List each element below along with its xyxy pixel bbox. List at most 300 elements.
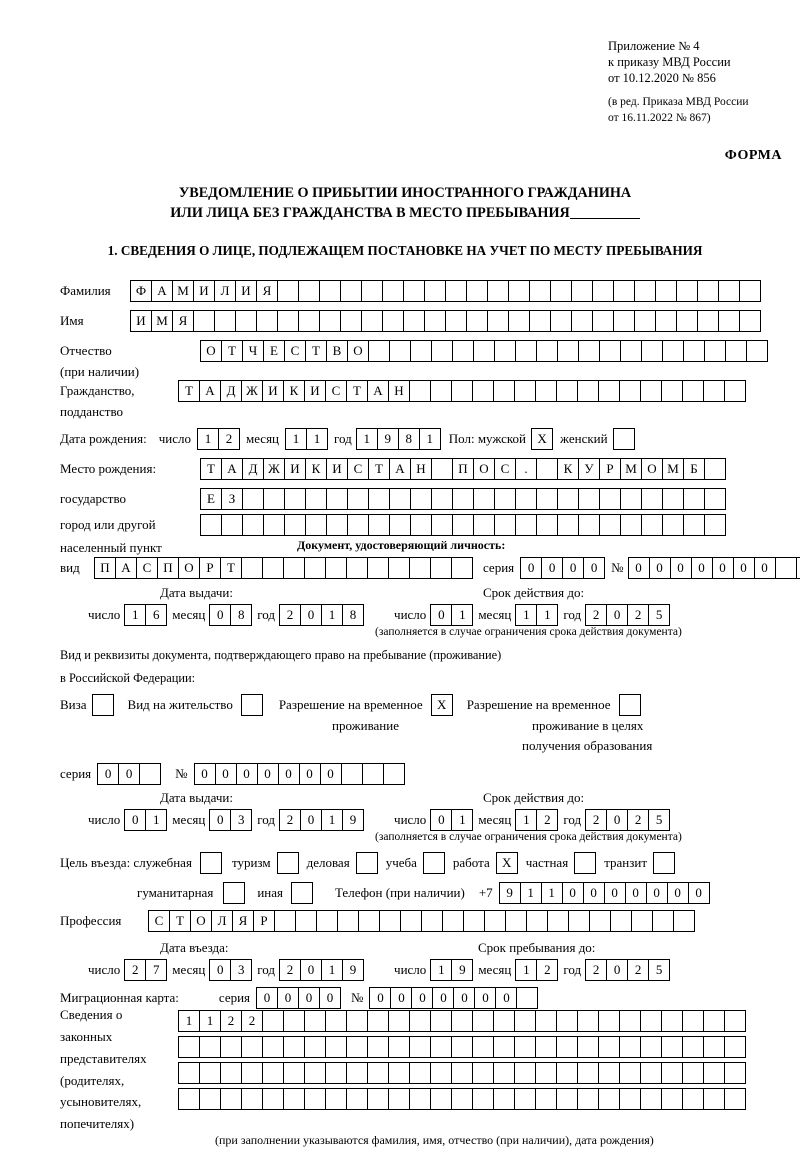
char-cell[interactable] xyxy=(409,1062,431,1084)
char-cell[interactable] xyxy=(634,280,656,302)
char-cell[interactable] xyxy=(346,1010,368,1032)
char-cell[interactable] xyxy=(325,1062,347,1084)
birth-day-input[interactable] xyxy=(197,428,240,450)
char-cell[interactable] xyxy=(304,1088,326,1110)
char-cell[interactable]: 9 xyxy=(342,809,364,831)
char-cell[interactable] xyxy=(241,694,263,716)
char-cell[interactable] xyxy=(214,310,236,332)
char-cell[interactable]: 7 xyxy=(145,959,167,981)
char-cell[interactable] xyxy=(718,280,740,302)
char-cell[interactable]: 0 xyxy=(320,763,342,785)
char-cell[interactable] xyxy=(193,310,215,332)
char-cell[interactable]: Т xyxy=(200,458,222,480)
char-cell[interactable]: 1 xyxy=(178,1010,200,1032)
char-cell[interactable] xyxy=(676,310,698,332)
char-cell[interactable]: 0 xyxy=(236,763,258,785)
char-cell[interactable] xyxy=(724,1010,746,1032)
char-cell[interactable] xyxy=(577,1062,599,1084)
birthplace-input-row3[interactable] xyxy=(200,514,726,536)
char-cell[interactable] xyxy=(697,280,719,302)
char-cell[interactable]: 0 xyxy=(299,763,321,785)
char-cell[interactable]: 0 xyxy=(667,882,689,904)
residence-checkbox[interactable] xyxy=(241,694,263,716)
char-cell[interactable] xyxy=(304,1010,326,1032)
doc-valid-month-input[interactable] xyxy=(515,604,558,626)
char-cell[interactable] xyxy=(256,310,278,332)
name-input[interactable] xyxy=(130,310,761,332)
char-cell[interactable] xyxy=(535,1088,557,1110)
char-cell[interactable]: 0 xyxy=(562,557,584,579)
char-cell[interactable] xyxy=(725,340,747,362)
char-cell[interactable] xyxy=(346,1036,368,1058)
char-cell[interactable] xyxy=(319,280,341,302)
char-cell[interactable] xyxy=(683,514,705,536)
char-cell[interactable]: И xyxy=(304,380,326,402)
char-cell[interactable]: 0 xyxy=(209,809,231,831)
char-cell[interactable]: 1 xyxy=(145,809,167,831)
char-cell[interactable]: X xyxy=(431,694,453,716)
char-cell[interactable] xyxy=(556,1010,578,1032)
char-cell[interactable] xyxy=(514,1036,536,1058)
char-cell[interactable] xyxy=(325,1036,347,1058)
char-cell[interactable] xyxy=(367,1010,389,1032)
char-cell[interactable]: 0 xyxy=(628,557,650,579)
legal-rep-input-1[interactable] xyxy=(178,1010,746,1032)
char-cell[interactable]: 2 xyxy=(585,604,607,626)
char-cell[interactable]: Р xyxy=(599,458,621,480)
char-cell[interactable] xyxy=(493,1036,515,1058)
char-cell[interactable] xyxy=(682,1088,704,1110)
char-cell[interactable]: 0 xyxy=(278,763,300,785)
stay-series-input[interactable] xyxy=(97,763,161,785)
char-cell[interactable] xyxy=(473,488,495,510)
legal-rep-input-4[interactable] xyxy=(178,1088,746,1110)
char-cell[interactable]: 0 xyxy=(430,809,452,831)
char-cell[interactable] xyxy=(505,910,527,932)
char-cell[interactable] xyxy=(494,488,516,510)
char-cell[interactable] xyxy=(430,1010,452,1032)
char-cell[interactable] xyxy=(508,310,530,332)
char-cell[interactable] xyxy=(199,1036,221,1058)
char-cell[interactable] xyxy=(221,514,243,536)
char-cell[interactable] xyxy=(452,514,474,536)
char-cell[interactable] xyxy=(235,310,257,332)
char-cell[interactable] xyxy=(283,1088,305,1110)
char-cell[interactable]: С xyxy=(494,458,516,480)
char-cell[interactable]: Ч xyxy=(242,340,264,362)
char-cell[interactable] xyxy=(262,557,284,579)
char-cell[interactable] xyxy=(423,852,445,874)
char-cell[interactable] xyxy=(493,1088,515,1110)
char-cell[interactable] xyxy=(592,310,614,332)
char-cell[interactable]: И xyxy=(130,310,152,332)
char-cell[interactable] xyxy=(178,1062,200,1084)
char-cell[interactable] xyxy=(430,557,452,579)
char-cell[interactable]: А xyxy=(115,557,137,579)
visa-checkbox[interactable] xyxy=(92,694,114,716)
char-cell[interactable] xyxy=(451,380,473,402)
stayuntil-year-input[interactable] xyxy=(585,959,670,981)
char-cell[interactable]: 0 xyxy=(541,557,563,579)
char-cell[interactable] xyxy=(529,310,551,332)
char-cell[interactable] xyxy=(472,380,494,402)
char-cell[interactable]: Р xyxy=(253,910,275,932)
char-cell[interactable] xyxy=(283,1036,305,1058)
char-cell[interactable] xyxy=(445,280,467,302)
char-cell[interactable] xyxy=(263,488,285,510)
char-cell[interactable] xyxy=(242,488,264,510)
char-cell[interactable] xyxy=(535,1010,557,1032)
char-cell[interactable] xyxy=(403,310,425,332)
char-cell[interactable]: З xyxy=(221,488,243,510)
char-cell[interactable]: 9 xyxy=(342,959,364,981)
char-cell[interactable]: 0 xyxy=(604,882,626,904)
char-cell[interactable] xyxy=(620,488,642,510)
char-cell[interactable] xyxy=(484,910,506,932)
char-cell[interactable]: 0 xyxy=(688,882,710,904)
char-cell[interactable]: 0 xyxy=(118,763,140,785)
char-cell[interactable] xyxy=(515,340,537,362)
char-cell[interactable] xyxy=(298,280,320,302)
char-cell[interactable] xyxy=(283,1062,305,1084)
profession-input[interactable] xyxy=(148,910,695,932)
char-cell[interactable]: О xyxy=(178,557,200,579)
char-cell[interactable]: 0 xyxy=(194,763,216,785)
char-cell[interactable] xyxy=(487,310,509,332)
sex-female-checkbox[interactable] xyxy=(613,428,635,450)
char-cell[interactable] xyxy=(389,488,411,510)
legal-rep-input-2[interactable] xyxy=(178,1036,746,1058)
char-cell[interactable]: 1 xyxy=(199,1010,221,1032)
char-cell[interactable] xyxy=(598,1010,620,1032)
stay-number-input[interactable] xyxy=(194,763,405,785)
char-cell[interactable]: И xyxy=(326,458,348,480)
char-cell[interactable] xyxy=(682,380,704,402)
char-cell[interactable] xyxy=(682,1036,704,1058)
doc-issue-month-input[interactable] xyxy=(209,604,252,626)
char-cell[interactable] xyxy=(557,488,579,510)
char-cell[interactable] xyxy=(640,1088,662,1110)
char-cell[interactable] xyxy=(494,340,516,362)
char-cell[interactable]: 1 xyxy=(541,882,563,904)
char-cell[interactable] xyxy=(493,380,515,402)
char-cell[interactable] xyxy=(556,1088,578,1110)
birth-month-input[interactable] xyxy=(285,428,328,450)
char-cell[interactable]: 1 xyxy=(321,959,343,981)
char-cell[interactable] xyxy=(367,1062,389,1084)
char-cell[interactable]: 0 xyxy=(430,604,452,626)
char-cell[interactable] xyxy=(358,910,380,932)
char-cell[interactable] xyxy=(535,380,557,402)
stay-issue-day-input[interactable] xyxy=(124,809,167,831)
char-cell[interactable] xyxy=(598,1062,620,1084)
char-cell[interactable]: 0 xyxy=(691,557,713,579)
stay-valid-day-input[interactable] xyxy=(430,809,473,831)
char-cell[interactable] xyxy=(683,340,705,362)
char-cell[interactable] xyxy=(653,852,675,874)
char-cell[interactable]: Я xyxy=(172,310,194,332)
char-cell[interactable] xyxy=(424,310,446,332)
char-cell[interactable]: 9 xyxy=(377,428,399,450)
purpose-service-checkbox[interactable] xyxy=(200,852,222,874)
char-cell[interactable]: Д xyxy=(242,458,264,480)
stayuntil-day-input[interactable] xyxy=(430,959,473,981)
char-cell[interactable] xyxy=(634,310,656,332)
char-cell[interactable]: М xyxy=(620,458,642,480)
birth-year-input[interactable] xyxy=(356,428,441,450)
char-cell[interactable]: М xyxy=(662,458,684,480)
char-cell[interactable] xyxy=(536,458,558,480)
char-cell[interactable]: Ж xyxy=(241,380,263,402)
char-cell[interactable] xyxy=(508,280,530,302)
char-cell[interactable]: 0 xyxy=(390,987,412,1009)
char-cell[interactable]: 0 xyxy=(215,763,237,785)
char-cell[interactable]: 5 xyxy=(648,604,670,626)
char-cell[interactable] xyxy=(305,514,327,536)
char-cell[interactable]: 0 xyxy=(733,557,755,579)
char-cell[interactable] xyxy=(739,280,761,302)
char-cell[interactable] xyxy=(304,557,326,579)
char-cell[interactable] xyxy=(283,557,305,579)
char-cell[interactable] xyxy=(326,488,348,510)
char-cell[interactable] xyxy=(388,1010,410,1032)
char-cell[interactable]: 2 xyxy=(220,1010,242,1032)
char-cell[interactable] xyxy=(262,1010,284,1032)
char-cell[interactable] xyxy=(619,694,641,716)
stay-valid-year-input[interactable] xyxy=(585,809,670,831)
char-cell[interactable] xyxy=(661,1036,683,1058)
purpose-transit-checkbox[interactable] xyxy=(653,852,675,874)
char-cell[interactable] xyxy=(277,280,299,302)
char-cell[interactable] xyxy=(451,1036,473,1058)
char-cell[interactable]: 0 xyxy=(649,557,671,579)
char-cell[interactable] xyxy=(557,340,579,362)
char-cell[interactable] xyxy=(514,380,536,402)
char-cell[interactable] xyxy=(304,1062,326,1084)
char-cell[interactable] xyxy=(641,340,663,362)
char-cell[interactable] xyxy=(178,1036,200,1058)
char-cell[interactable]: Д xyxy=(220,380,242,402)
char-cell[interactable] xyxy=(661,380,683,402)
char-cell[interactable] xyxy=(661,1062,683,1084)
char-cell[interactable] xyxy=(241,1062,263,1084)
char-cell[interactable] xyxy=(697,310,719,332)
char-cell[interactable]: 0 xyxy=(300,809,322,831)
char-cell[interactable]: 0 xyxy=(209,604,231,626)
char-cell[interactable]: С xyxy=(284,340,306,362)
char-cell[interactable]: Н xyxy=(388,380,410,402)
char-cell[interactable] xyxy=(577,380,599,402)
char-cell[interactable] xyxy=(347,488,369,510)
char-cell[interactable] xyxy=(262,1088,284,1110)
char-cell[interactable] xyxy=(493,1010,515,1032)
char-cell[interactable] xyxy=(599,514,621,536)
char-cell[interactable] xyxy=(661,1088,683,1110)
char-cell[interactable] xyxy=(200,514,222,536)
char-cell[interactable] xyxy=(431,488,453,510)
char-cell[interactable] xyxy=(556,380,578,402)
char-cell[interactable] xyxy=(424,280,446,302)
char-cell[interactable] xyxy=(724,380,746,402)
char-cell[interactable]: А xyxy=(151,280,173,302)
char-cell[interactable]: У xyxy=(578,458,600,480)
char-cell[interactable]: 1 xyxy=(285,428,307,450)
doc-number-input[interactable] xyxy=(628,557,800,579)
char-cell[interactable]: 2 xyxy=(241,1010,263,1032)
purpose-work-checkbox[interactable] xyxy=(496,852,518,874)
legal-rep-input-3[interactable] xyxy=(178,1062,746,1084)
char-cell[interactable] xyxy=(466,280,488,302)
char-cell[interactable] xyxy=(340,310,362,332)
birthplace-input-row1[interactable] xyxy=(200,458,726,480)
char-cell[interactable]: Я xyxy=(232,910,254,932)
char-cell[interactable] xyxy=(652,910,674,932)
stayuntil-month-input[interactable] xyxy=(515,959,558,981)
char-cell[interactable]: 0 xyxy=(520,557,542,579)
char-cell[interactable]: Л xyxy=(214,280,236,302)
char-cell[interactable] xyxy=(620,340,642,362)
char-cell[interactable] xyxy=(400,910,422,932)
char-cell[interactable] xyxy=(92,694,114,716)
char-cell[interactable] xyxy=(295,910,317,932)
char-cell[interactable] xyxy=(662,340,684,362)
char-cell[interactable]: О xyxy=(347,340,369,362)
char-cell[interactable] xyxy=(704,458,726,480)
char-cell[interactable] xyxy=(619,1036,641,1058)
char-cell[interactable]: 5 xyxy=(648,959,670,981)
char-cell[interactable]: 1 xyxy=(419,428,441,450)
char-cell[interactable] xyxy=(431,340,453,362)
char-cell[interactable] xyxy=(341,763,363,785)
char-cell[interactable] xyxy=(682,1062,704,1084)
char-cell[interactable] xyxy=(347,514,369,536)
char-cell[interactable] xyxy=(284,514,306,536)
doc-issue-day-input[interactable] xyxy=(124,604,167,626)
char-cell[interactable]: О xyxy=(190,910,212,932)
char-cell[interactable] xyxy=(683,488,705,510)
char-cell[interactable]: 1 xyxy=(356,428,378,450)
char-cell[interactable] xyxy=(389,514,411,536)
char-cell[interactable]: А xyxy=(221,458,243,480)
char-cell[interactable] xyxy=(640,1010,662,1032)
stay-valid-month-input[interactable] xyxy=(515,809,558,831)
char-cell[interactable]: 2 xyxy=(627,809,649,831)
char-cell[interactable] xyxy=(220,1036,242,1058)
char-cell[interactable] xyxy=(463,910,485,932)
char-cell[interactable]: 1 xyxy=(430,959,452,981)
char-cell[interactable] xyxy=(242,514,264,536)
char-cell[interactable]: 8 xyxy=(398,428,420,450)
char-cell[interactable]: Т xyxy=(368,458,390,480)
char-cell[interactable] xyxy=(368,488,390,510)
char-cell[interactable]: Е xyxy=(263,340,285,362)
char-cell[interactable] xyxy=(556,1036,578,1058)
char-cell[interactable] xyxy=(430,380,452,402)
char-cell[interactable]: Р xyxy=(199,557,221,579)
char-cell[interactable]: 2 xyxy=(279,959,301,981)
sex-male-checkbox[interactable] xyxy=(531,428,553,450)
char-cell[interactable] xyxy=(661,1010,683,1032)
char-cell[interactable] xyxy=(382,310,404,332)
birthplace-input-row2[interactable] xyxy=(200,488,726,510)
char-cell[interactable] xyxy=(739,310,761,332)
char-cell[interactable] xyxy=(641,514,663,536)
char-cell[interactable] xyxy=(241,1088,263,1110)
char-cell[interactable] xyxy=(598,1036,620,1058)
char-cell[interactable] xyxy=(535,1062,557,1084)
char-cell[interactable]: К xyxy=(557,458,579,480)
char-cell[interactable] xyxy=(451,557,473,579)
char-cell[interactable]: И xyxy=(235,280,257,302)
char-cell[interactable] xyxy=(452,488,474,510)
char-cell[interactable] xyxy=(704,514,726,536)
char-cell[interactable] xyxy=(472,1088,494,1110)
char-cell[interactable]: К xyxy=(305,458,327,480)
char-cell[interactable] xyxy=(592,280,614,302)
char-cell[interactable] xyxy=(220,1062,242,1084)
char-cell[interactable]: 0 xyxy=(300,604,322,626)
char-cell[interactable] xyxy=(431,458,453,480)
char-cell[interactable] xyxy=(410,340,432,362)
char-cell[interactable] xyxy=(578,514,600,536)
char-cell[interactable] xyxy=(367,557,389,579)
char-cell[interactable] xyxy=(619,1010,641,1032)
char-cell[interactable] xyxy=(724,1062,746,1084)
doc-series-input[interactable] xyxy=(520,557,605,579)
char-cell[interactable]: Ф xyxy=(130,280,152,302)
entry-day-input[interactable] xyxy=(124,959,167,981)
char-cell[interactable]: 1 xyxy=(515,959,537,981)
char-cell[interactable]: 2 xyxy=(627,959,649,981)
char-cell[interactable] xyxy=(409,380,431,402)
entry-month-input[interactable] xyxy=(209,959,252,981)
char-cell[interactable]: М xyxy=(172,280,194,302)
char-cell[interactable]: Б xyxy=(683,458,705,480)
char-cell[interactable] xyxy=(599,488,621,510)
char-cell[interactable]: 0 xyxy=(606,809,628,831)
char-cell[interactable]: И xyxy=(193,280,215,302)
char-cell[interactable]: 3 xyxy=(230,809,252,831)
char-cell[interactable] xyxy=(430,1062,452,1084)
char-cell[interactable] xyxy=(442,910,464,932)
char-cell[interactable]: А xyxy=(367,380,389,402)
char-cell[interactable] xyxy=(529,280,551,302)
char-cell[interactable]: 0 xyxy=(562,882,584,904)
char-cell[interactable] xyxy=(578,488,600,510)
char-cell[interactable]: 2 xyxy=(585,809,607,831)
char-cell[interactable] xyxy=(472,1010,494,1032)
char-cell[interactable] xyxy=(724,1088,746,1110)
char-cell[interactable] xyxy=(494,514,516,536)
char-cell[interactable]: 0 xyxy=(300,959,322,981)
char-cell[interactable]: 0 xyxy=(606,959,628,981)
char-cell[interactable]: X xyxy=(531,428,553,450)
char-cell[interactable] xyxy=(368,514,390,536)
char-cell[interactable]: О xyxy=(641,458,663,480)
char-cell[interactable] xyxy=(452,340,474,362)
char-cell[interactable] xyxy=(662,514,684,536)
stay-issue-year-input[interactable] xyxy=(279,809,364,831)
char-cell[interactable]: О xyxy=(200,340,222,362)
char-cell[interactable] xyxy=(451,1062,473,1084)
char-cell[interactable]: Е xyxy=(200,488,222,510)
char-cell[interactable]: Ж xyxy=(263,458,285,480)
char-cell[interactable] xyxy=(361,310,383,332)
char-cell[interactable] xyxy=(388,1062,410,1084)
char-cell[interactable] xyxy=(514,1010,536,1032)
char-cell[interactable] xyxy=(493,1062,515,1084)
char-cell[interactable]: 6 xyxy=(145,604,167,626)
